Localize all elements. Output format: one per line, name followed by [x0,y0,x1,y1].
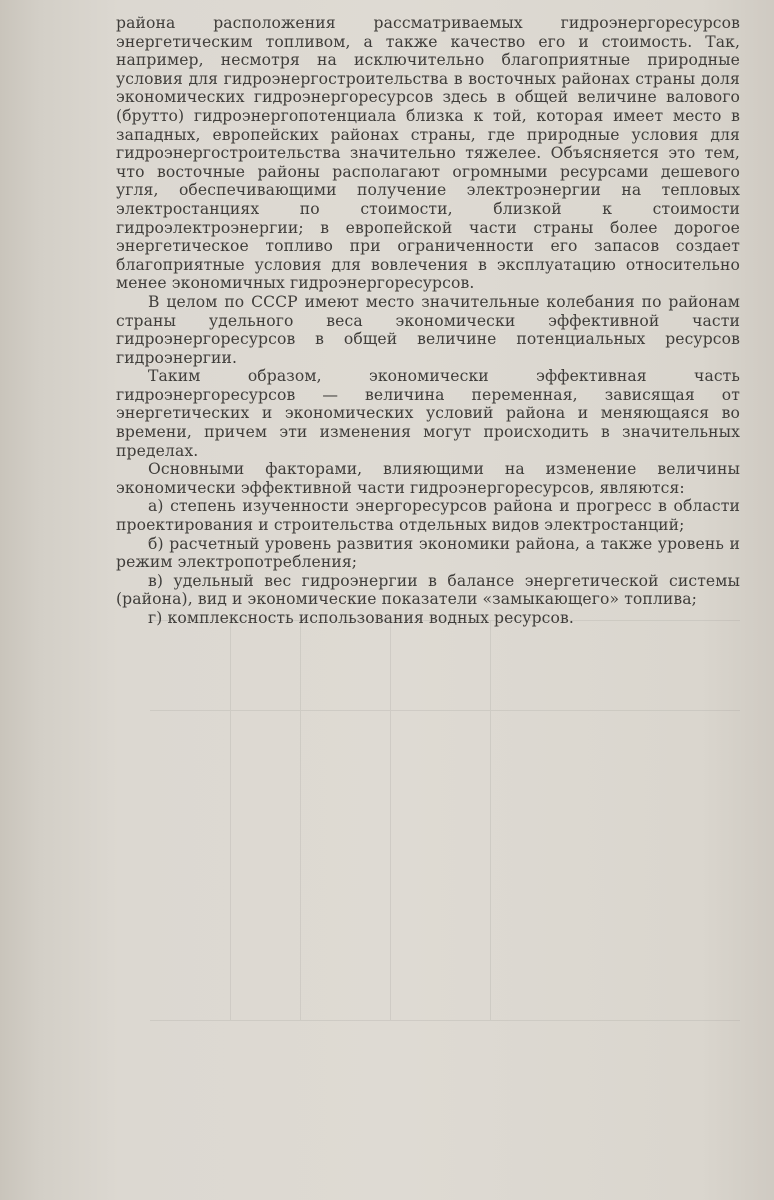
paragraph-factors: Основными факторами, влияющими на изменение величины экономически эффективной части гидроэнергоресурсов, являются: [116,460,740,497]
paragraph-thus: Таким образом, экономически эффективная часть гидроэнергоресурсов — величина переменная, зависящая от энергетических и экономических условий района и меняющаяся во времени, причем эти изменения могут происходить в значительных пределах. [116,367,740,460]
paragraph-ussr: В целом по СССР имеют место значительные колебания по районам страны удельного веса экономически эффективной части гидроэнергоресурсов в общей величине потенциальных ресурсов гидроэнергии. [116,292,740,367]
show-through-table [150,580,740,1050]
paragraph-continuation: района расположения рассматриваемых гидроэнергоресурсов энергетическим топливом, а также качество его и стоимость. Так, например, несмотря на исключительно благоприятные природные условия для гидроэнергостроительства в восточных районах страны доля экономических гидроэнергоресурсов здесь в общей величине валового (брутто) гидроэнергопотенциала близка к той, которая имеет место в западных, европейских районах страны, где природные условия для гидроэнергостроительства значительно тяжелее. Объясняется это тем, что восточные районы располагают огромными ресурсами дешевого угля, обеспечивающими получение электроэнергии на тепловых электростанциях по стоимости, близкой к стоимости гидроэлектроэнергии; в европейской части страны более дорогое энергетическое топливо при ограниченности его запасов создает благоприятные условия для вовлечения в эксплуатацию относительно менее экономичных гидроэнергоресурсов. [116,14,740,293]
list-item-b: б) расчетный уровень развития экономики района, а также уровень и режим электропотребления; [116,534,740,572]
list-item-d: г) комплексность использования водных ресурсов. [148,609,574,627]
list-item-a: а) степень изученности энергоресурсов района и прогресс в области проектирования и строительства отдельных видов электростанций; [116,497,740,535]
list-item-c: в) удельный вес гидроэнергии в балансе энергетической системы (района), вид и экономические показатели «замыкающего» топлива; [116,571,740,609]
body-text [116,14,740,628]
